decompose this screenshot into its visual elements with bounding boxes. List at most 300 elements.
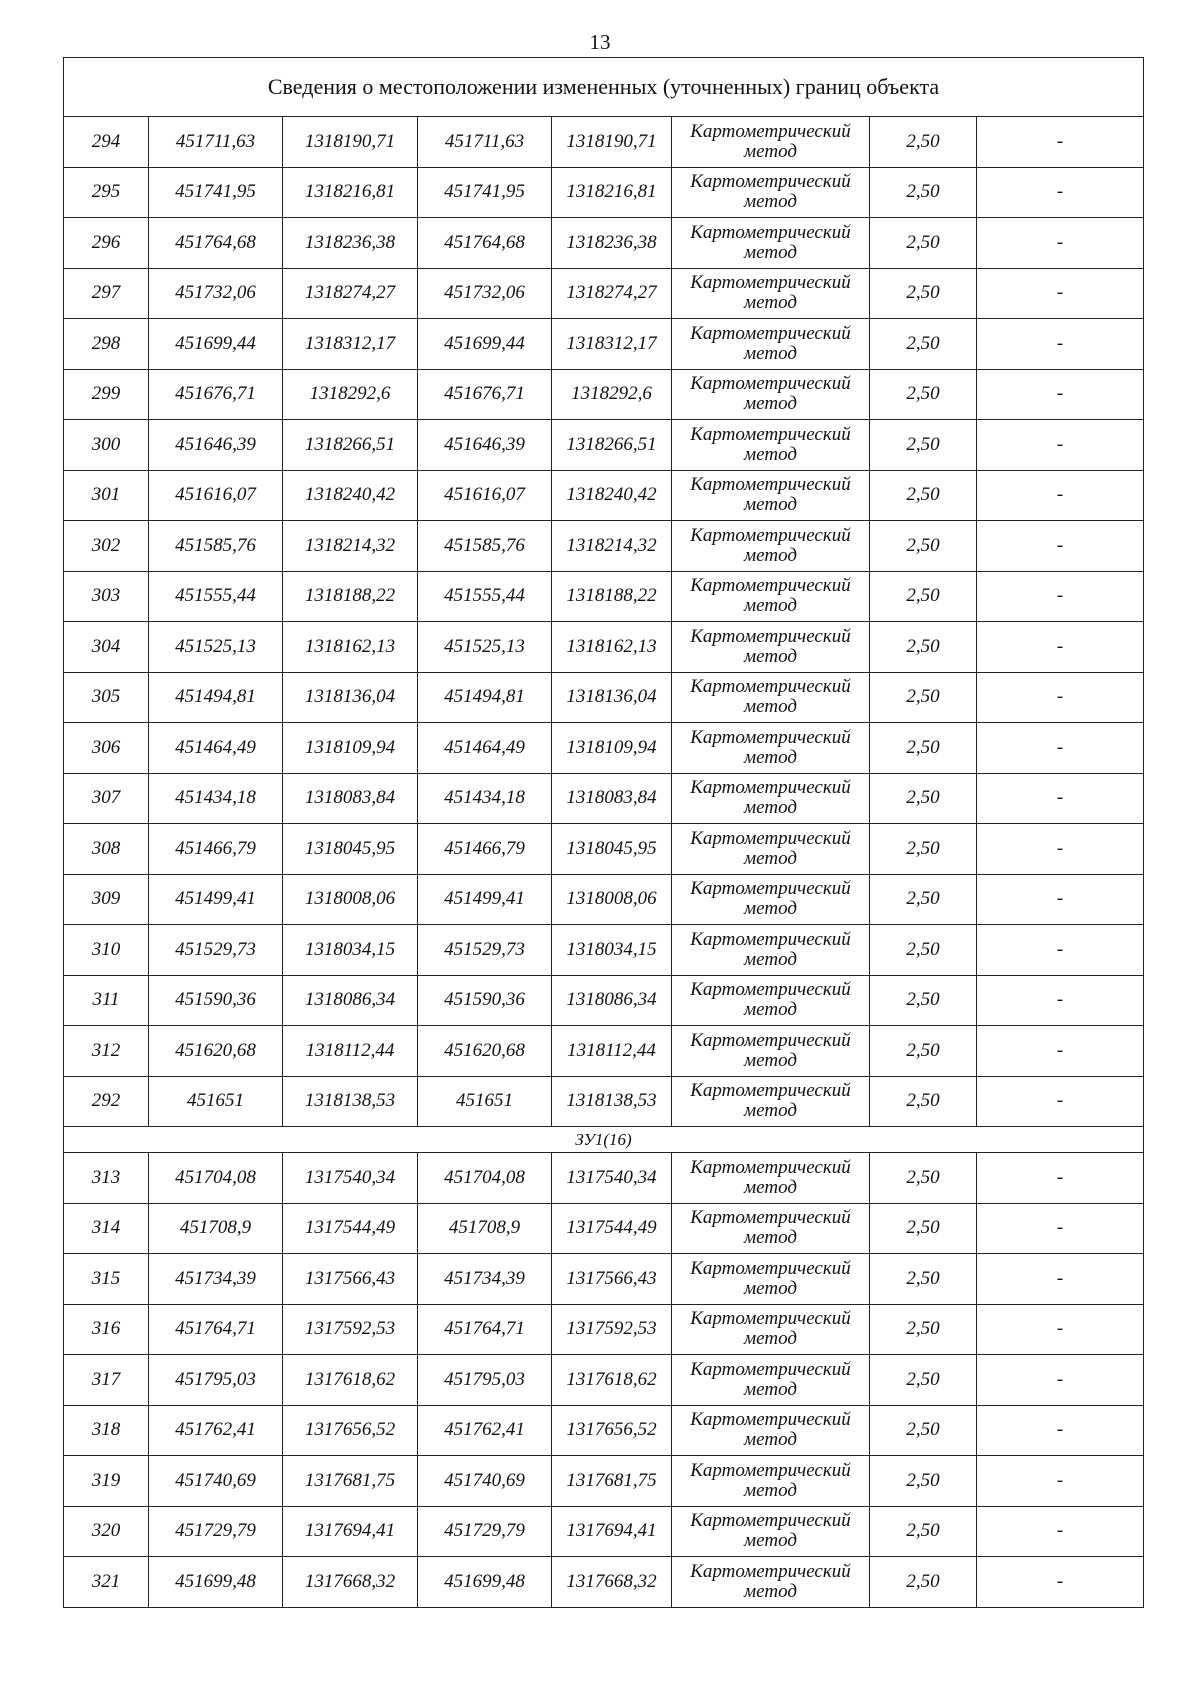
- method-cell: [672, 1026, 870, 1077]
- method-line-1: Картометрический: [690, 726, 851, 748]
- refined-y-cell: 1318292,6: [552, 369, 672, 420]
- method-cell: [672, 925, 870, 976]
- existing-x-cell: 451708,9: [149, 1203, 283, 1254]
- accuracy-cell: 2,50: [870, 1304, 977, 1355]
- existing-x-cell: 451494,81: [149, 672, 283, 723]
- refined-y-cell: 1318216,81: [552, 167, 672, 218]
- description-cell: -: [977, 117, 1144, 168]
- point-number-cell: 315: [64, 1254, 149, 1305]
- method-line-1: Картометрический: [690, 1257, 851, 1279]
- table-row: [64, 773, 1144, 824]
- point-number-cell: 294: [64, 117, 149, 168]
- existing-x-cell: 451466,79: [149, 824, 283, 875]
- refined-x-cell: 451464,49: [418, 723, 552, 774]
- refined-x-cell: 451740,69: [418, 1456, 552, 1507]
- point-number-cell: 303: [64, 571, 149, 622]
- method-line-2: метод: [744, 1100, 797, 1122]
- refined-x-cell: 451620,68: [418, 1026, 552, 1077]
- method-cell: [672, 1355, 870, 1406]
- refined-x-cell: 451762,41: [418, 1405, 552, 1456]
- description-cell: -: [977, 773, 1144, 824]
- method-cell: [672, 369, 870, 420]
- method-line-1: Картометрический: [690, 1459, 851, 1481]
- refined-y-cell: 1317656,52: [552, 1405, 672, 1456]
- table-row: [64, 1456, 1144, 1507]
- method-cell: [672, 672, 870, 723]
- refined-y-cell: 1318109,94: [552, 723, 672, 774]
- refined-x-cell: 451734,39: [418, 1254, 552, 1305]
- refined-x-cell: 451646,39: [418, 420, 552, 471]
- method-line-2: метод: [744, 696, 797, 718]
- existing-x-cell: 451729,79: [149, 1506, 283, 1557]
- table-row: [64, 521, 1144, 572]
- existing-y-cell: 1318008,06: [283, 874, 418, 925]
- method-cell: [672, 773, 870, 824]
- point-number-cell: 321: [64, 1557, 149, 1608]
- table-row: [64, 420, 1144, 471]
- refined-y-cell: 1318086,34: [552, 975, 672, 1026]
- table-row: [64, 319, 1144, 370]
- description-cell: -: [977, 1506, 1144, 1557]
- description-cell: -: [977, 1203, 1144, 1254]
- method-line-2: метод: [744, 393, 797, 415]
- point-number-cell: 313: [64, 1153, 149, 1204]
- method-line-2: метод: [744, 1378, 797, 1400]
- point-number-cell: 308: [64, 824, 149, 875]
- method-line-2: метод: [744, 847, 797, 869]
- method-line-2: метод: [744, 1580, 797, 1602]
- refined-x-cell: 451704,08: [418, 1153, 552, 1204]
- description-cell: -: [977, 470, 1144, 521]
- coordinates-table: [63, 57, 1144, 1608]
- method-cell: [672, 521, 870, 572]
- method-line-2: метод: [744, 746, 797, 768]
- existing-x-cell: 451795,03: [149, 1355, 283, 1406]
- description-cell: -: [977, 1026, 1144, 1077]
- method-line-1: Картометрический: [690, 928, 851, 950]
- existing-x-cell: 451764,68: [149, 218, 283, 269]
- table-row: [64, 1026, 1144, 1077]
- method-line-1: Картометрический: [690, 1308, 851, 1330]
- method-line-2: метод: [744, 1049, 797, 1071]
- refined-x-cell: 451466,79: [418, 824, 552, 875]
- method-line-1: Картометрический: [690, 120, 851, 142]
- existing-y-cell: 1318045,95: [283, 824, 418, 875]
- existing-y-cell: 1318214,32: [283, 521, 418, 572]
- accuracy-cell: 2,50: [870, 1506, 977, 1557]
- existing-y-cell: 1318086,34: [283, 975, 418, 1026]
- existing-y-cell: 1318138,53: [283, 1076, 418, 1127]
- refined-y-cell: 1317668,32: [552, 1557, 672, 1608]
- refined-x-cell: 451525,13: [418, 622, 552, 673]
- method-line-1: Картометрический: [690, 827, 851, 849]
- method-line-2: метод: [744, 797, 797, 819]
- existing-y-cell: 1318188,22: [283, 571, 418, 622]
- existing-x-cell: 451616,07: [149, 470, 283, 521]
- method-line-1: Картометрический: [690, 777, 851, 799]
- method-cell: [672, 117, 870, 168]
- method-line-1: Картометрический: [690, 423, 851, 445]
- table-row: [64, 571, 1144, 622]
- table-row: [64, 1405, 1144, 1456]
- existing-y-cell: 1318109,94: [283, 723, 418, 774]
- existing-y-cell: 1317618,62: [283, 1355, 418, 1406]
- refined-x-cell: 451732,06: [418, 268, 552, 319]
- refined-x-cell: 451555,44: [418, 571, 552, 622]
- description-cell: -: [977, 1153, 1144, 1204]
- refined-y-cell: 1318112,44: [552, 1026, 672, 1077]
- method-line-2: метод: [744, 595, 797, 617]
- refined-y-cell: 1317540,34: [552, 1153, 672, 1204]
- description-cell: -: [977, 1405, 1144, 1456]
- existing-y-cell: 1317540,34: [283, 1153, 418, 1204]
- description-cell: -: [977, 268, 1144, 319]
- description-cell: -: [977, 420, 1144, 471]
- table-row: [64, 622, 1144, 673]
- method-cell: [672, 1254, 870, 1305]
- method-line-1: Картометрический: [690, 878, 851, 900]
- method-line-2: метод: [744, 342, 797, 364]
- table-row: [64, 1355, 1144, 1406]
- accuracy-cell: 2,50: [870, 1076, 977, 1127]
- existing-y-cell: 1318136,04: [283, 672, 418, 723]
- refined-y-cell: 1318236,38: [552, 218, 672, 269]
- existing-x-cell: 451699,48: [149, 1557, 283, 1608]
- table-row: [64, 268, 1144, 319]
- method-line-1: Картометрический: [690, 1156, 851, 1178]
- refined-y-cell: 1318312,17: [552, 319, 672, 370]
- accuracy-cell: 2,50: [870, 874, 977, 925]
- existing-y-cell: 1318240,42: [283, 470, 418, 521]
- table-row: [64, 1254, 1144, 1305]
- existing-x-cell: 451762,41: [149, 1405, 283, 1456]
- table-title-row: [64, 58, 1144, 117]
- refined-x-cell: 451651: [418, 1076, 552, 1127]
- method-cell: [672, 1153, 870, 1204]
- table-row: [64, 218, 1144, 269]
- method-cell: [672, 723, 870, 774]
- method-cell: [672, 622, 870, 673]
- method-line-2: метод: [744, 1277, 797, 1299]
- point-number-cell: 297: [64, 268, 149, 319]
- refined-y-cell: 1318190,71: [552, 117, 672, 168]
- refined-x-cell: 451699,44: [418, 319, 552, 370]
- method-line-2: метод: [744, 1479, 797, 1501]
- accuracy-cell: 2,50: [870, 925, 977, 976]
- description-cell: -: [977, 672, 1144, 723]
- refined-x-cell: 451795,03: [418, 1355, 552, 1406]
- method-line-2: метод: [744, 544, 797, 566]
- method-cell: [672, 167, 870, 218]
- table-row: [64, 874, 1144, 925]
- method-cell: [672, 319, 870, 370]
- refined-x-cell: 451494,81: [418, 672, 552, 723]
- method-line-1: Картометрический: [690, 322, 851, 344]
- existing-x-cell: 451741,95: [149, 167, 283, 218]
- accuracy-cell: 2,50: [870, 773, 977, 824]
- existing-y-cell: 1318292,6: [283, 369, 418, 420]
- refined-y-cell: 1318008,06: [552, 874, 672, 925]
- accuracy-cell: 2,50: [870, 521, 977, 572]
- method-line-1: Картометрический: [690, 373, 851, 395]
- point-number-cell: 310: [64, 925, 149, 976]
- method-line-1: Картометрический: [690, 272, 851, 294]
- accuracy-cell: 2,50: [870, 1557, 977, 1608]
- table-row: [64, 672, 1144, 723]
- accuracy-cell: 2,50: [870, 117, 977, 168]
- refined-x-cell: 451764,68: [418, 218, 552, 269]
- refined-x-cell: 451741,95: [418, 167, 552, 218]
- refined-x-cell: 451434,18: [418, 773, 552, 824]
- method-cell: [672, 975, 870, 1026]
- method-line-1: Картометрический: [690, 575, 851, 597]
- point-number-cell: 307: [64, 773, 149, 824]
- method-cell: [672, 874, 870, 925]
- method-cell: [672, 1506, 870, 1557]
- description-cell: -: [977, 975, 1144, 1026]
- point-number-cell: 296: [64, 218, 149, 269]
- point-number-cell: 292: [64, 1076, 149, 1127]
- method-cell: [672, 1304, 870, 1355]
- section-label: ЗУ1(16): [64, 1127, 1144, 1153]
- method-line-2: метод: [744, 1328, 797, 1350]
- refined-x-cell: 451764,71: [418, 1304, 552, 1355]
- description-cell: -: [977, 1557, 1144, 1608]
- point-number-cell: 305: [64, 672, 149, 723]
- method-line-2: метод: [744, 999, 797, 1021]
- description-cell: -: [977, 1456, 1144, 1507]
- method-line-2: метод: [744, 241, 797, 263]
- refined-x-cell: 451708,9: [418, 1203, 552, 1254]
- point-number-cell: 306: [64, 723, 149, 774]
- method-line-2: метод: [744, 443, 797, 465]
- existing-x-cell: 451699,44: [149, 319, 283, 370]
- existing-x-cell: 451734,39: [149, 1254, 283, 1305]
- method-cell: [672, 218, 870, 269]
- method-cell: [672, 824, 870, 875]
- point-number-cell: 298: [64, 319, 149, 370]
- accuracy-cell: 2,50: [870, 622, 977, 673]
- accuracy-cell: 2,50: [870, 369, 977, 420]
- existing-y-cell: 1317544,49: [283, 1203, 418, 1254]
- existing-x-cell: 451676,71: [149, 369, 283, 420]
- method-cell: [672, 1456, 870, 1507]
- existing-y-cell: 1318083,84: [283, 773, 418, 824]
- description-cell: -: [977, 1304, 1144, 1355]
- accuracy-cell: 2,50: [870, 571, 977, 622]
- point-number-cell: 319: [64, 1456, 149, 1507]
- existing-y-cell: 1317668,32: [283, 1557, 418, 1608]
- existing-y-cell: 1318236,38: [283, 218, 418, 269]
- existing-y-cell: 1317681,75: [283, 1456, 418, 1507]
- method-line-1: Картометрический: [690, 1029, 851, 1051]
- table-row: [64, 975, 1144, 1026]
- refined-x-cell: 451676,71: [418, 369, 552, 420]
- method-cell: [672, 1203, 870, 1254]
- existing-x-cell: 451764,71: [149, 1304, 283, 1355]
- table-row: [64, 167, 1144, 218]
- method-line-1: Картометрический: [690, 979, 851, 1001]
- refined-y-cell: 1318083,84: [552, 773, 672, 824]
- table-row: [64, 470, 1144, 521]
- refined-x-cell: 451711,63: [418, 117, 552, 168]
- table-row: [64, 1557, 1144, 1608]
- description-cell: -: [977, 622, 1144, 673]
- point-number-cell: 304: [64, 622, 149, 673]
- table-row: [64, 723, 1144, 774]
- method-line-1: Картометрический: [690, 1358, 851, 1380]
- refined-y-cell: 1317681,75: [552, 1456, 672, 1507]
- existing-x-cell: 451434,18: [149, 773, 283, 824]
- existing-x-cell: 451525,13: [149, 622, 283, 673]
- accuracy-cell: 2,50: [870, 218, 977, 269]
- existing-y-cell: 1318312,17: [283, 319, 418, 370]
- accuracy-cell: 2,50: [870, 824, 977, 875]
- method-line-2: метод: [744, 494, 797, 516]
- method-cell: [672, 1405, 870, 1456]
- refined-y-cell: 1318240,42: [552, 470, 672, 521]
- existing-x-cell: 451732,06: [149, 268, 283, 319]
- refined-y-cell: 1317592,53: [552, 1304, 672, 1355]
- method-line-1: Картометрический: [690, 1409, 851, 1431]
- accuracy-cell: 2,50: [870, 420, 977, 471]
- refined-x-cell: 451616,07: [418, 470, 552, 521]
- point-number-cell: 312: [64, 1026, 149, 1077]
- refined-y-cell: 1317544,49: [552, 1203, 672, 1254]
- refined-y-cell: 1317618,62: [552, 1355, 672, 1406]
- description-cell: -: [977, 925, 1144, 976]
- table-row: [64, 925, 1144, 976]
- existing-y-cell: 1317592,53: [283, 1304, 418, 1355]
- method-line-2: метод: [744, 1429, 797, 1451]
- method-line-1: Картометрический: [690, 625, 851, 647]
- method-line-1: Картометрический: [690, 1080, 851, 1102]
- existing-x-cell: 451651: [149, 1076, 283, 1127]
- refined-x-cell: 451729,79: [418, 1506, 552, 1557]
- accuracy-cell: 2,50: [870, 723, 977, 774]
- accuracy-cell: 2,50: [870, 1405, 977, 1456]
- description-cell: -: [977, 874, 1144, 925]
- accuracy-cell: 2,50: [870, 1456, 977, 1507]
- accuracy-cell: 2,50: [870, 1355, 977, 1406]
- point-number-cell: 318: [64, 1405, 149, 1456]
- table-row: [64, 1203, 1144, 1254]
- method-line-1: Картометрический: [690, 1560, 851, 1582]
- point-number-cell: 301: [64, 470, 149, 521]
- method-line-1: Картометрический: [690, 1510, 851, 1532]
- method-line-2: метод: [744, 645, 797, 667]
- existing-y-cell: 1317656,52: [283, 1405, 418, 1456]
- method-line-1: Картометрический: [690, 1207, 851, 1229]
- existing-x-cell: 451620,68: [149, 1026, 283, 1077]
- existing-x-cell: 451529,73: [149, 925, 283, 976]
- page-number: 13: [589, 30, 611, 54]
- existing-y-cell: 1317566,43: [283, 1254, 418, 1305]
- existing-x-cell: 451740,69: [149, 1456, 283, 1507]
- method-line-1: Картометрический: [690, 676, 851, 698]
- existing-y-cell: 1318112,44: [283, 1026, 418, 1077]
- refined-y-cell: 1318045,95: [552, 824, 672, 875]
- method-line-2: метод: [744, 898, 797, 920]
- method-line-1: Картометрический: [690, 524, 851, 546]
- method-cell: [672, 470, 870, 521]
- refined-x-cell: 451499,41: [418, 874, 552, 925]
- description-cell: -: [977, 723, 1144, 774]
- method-line-2: метод: [744, 1176, 797, 1198]
- existing-y-cell: 1318266,51: [283, 420, 418, 471]
- method-line-2: метод: [744, 948, 797, 970]
- existing-y-cell: 1318216,81: [283, 167, 418, 218]
- table-title: Сведения о местоположении измененных (уточненных) границ объекта: [64, 58, 1144, 117]
- accuracy-cell: 2,50: [870, 319, 977, 370]
- description-cell: -: [977, 1254, 1144, 1305]
- table-row: [64, 1304, 1144, 1355]
- method-line-1: Картометрический: [690, 474, 851, 496]
- description-cell: -: [977, 1076, 1144, 1127]
- method-line-2: метод: [744, 1227, 797, 1249]
- accuracy-cell: 2,50: [870, 672, 977, 723]
- existing-x-cell: 451499,41: [149, 874, 283, 925]
- point-number-cell: 311: [64, 975, 149, 1026]
- method-cell: [672, 420, 870, 471]
- refined-y-cell: 1317566,43: [552, 1254, 672, 1305]
- existing-x-cell: 451711,63: [149, 117, 283, 168]
- table-row: [64, 1506, 1144, 1557]
- method-cell: [672, 268, 870, 319]
- accuracy-cell: 2,50: [870, 268, 977, 319]
- description-cell: -: [977, 1355, 1144, 1406]
- existing-x-cell: 451464,49: [149, 723, 283, 774]
- table-row: [64, 1153, 1144, 1204]
- description-cell: -: [977, 319, 1144, 370]
- point-number-cell: 309: [64, 874, 149, 925]
- description-cell: -: [977, 521, 1144, 572]
- accuracy-cell: 2,50: [870, 1026, 977, 1077]
- existing-y-cell: 1318274,27: [283, 268, 418, 319]
- accuracy-cell: 2,50: [870, 1153, 977, 1204]
- refined-y-cell: 1318266,51: [552, 420, 672, 471]
- existing-y-cell: 1317694,41: [283, 1506, 418, 1557]
- method-line-1: Картометрический: [690, 221, 851, 243]
- accuracy-cell: 2,50: [870, 167, 977, 218]
- refined-y-cell: 1318138,53: [552, 1076, 672, 1127]
- existing-x-cell: 451704,08: [149, 1153, 283, 1204]
- point-number-cell: 320: [64, 1506, 149, 1557]
- existing-x-cell: 451646,39: [149, 420, 283, 471]
- point-number-cell: 295: [64, 167, 149, 218]
- refined-x-cell: 451590,36: [418, 975, 552, 1026]
- table-row: [64, 1076, 1144, 1127]
- refined-x-cell: 451529,73: [418, 925, 552, 976]
- method-line-2: метод: [744, 292, 797, 314]
- accuracy-cell: 2,50: [870, 1254, 977, 1305]
- existing-y-cell: 1318162,13: [283, 622, 418, 673]
- point-number-cell: 317: [64, 1355, 149, 1406]
- existing-x-cell: 451590,36: [149, 975, 283, 1026]
- refined-x-cell: 451585,76: [418, 521, 552, 572]
- method-line-2: метод: [744, 191, 797, 213]
- method-cell: [672, 571, 870, 622]
- accuracy-cell: 2,50: [870, 975, 977, 1026]
- refined-x-cell: 451699,48: [418, 1557, 552, 1608]
- method-cell: [672, 1076, 870, 1127]
- point-number-cell: 314: [64, 1203, 149, 1254]
- description-cell: -: [977, 218, 1144, 269]
- section-row: [64, 1127, 1144, 1153]
- description-cell: -: [977, 369, 1144, 420]
- method-line-1: Картометрический: [690, 171, 851, 193]
- accuracy-cell: 2,50: [870, 470, 977, 521]
